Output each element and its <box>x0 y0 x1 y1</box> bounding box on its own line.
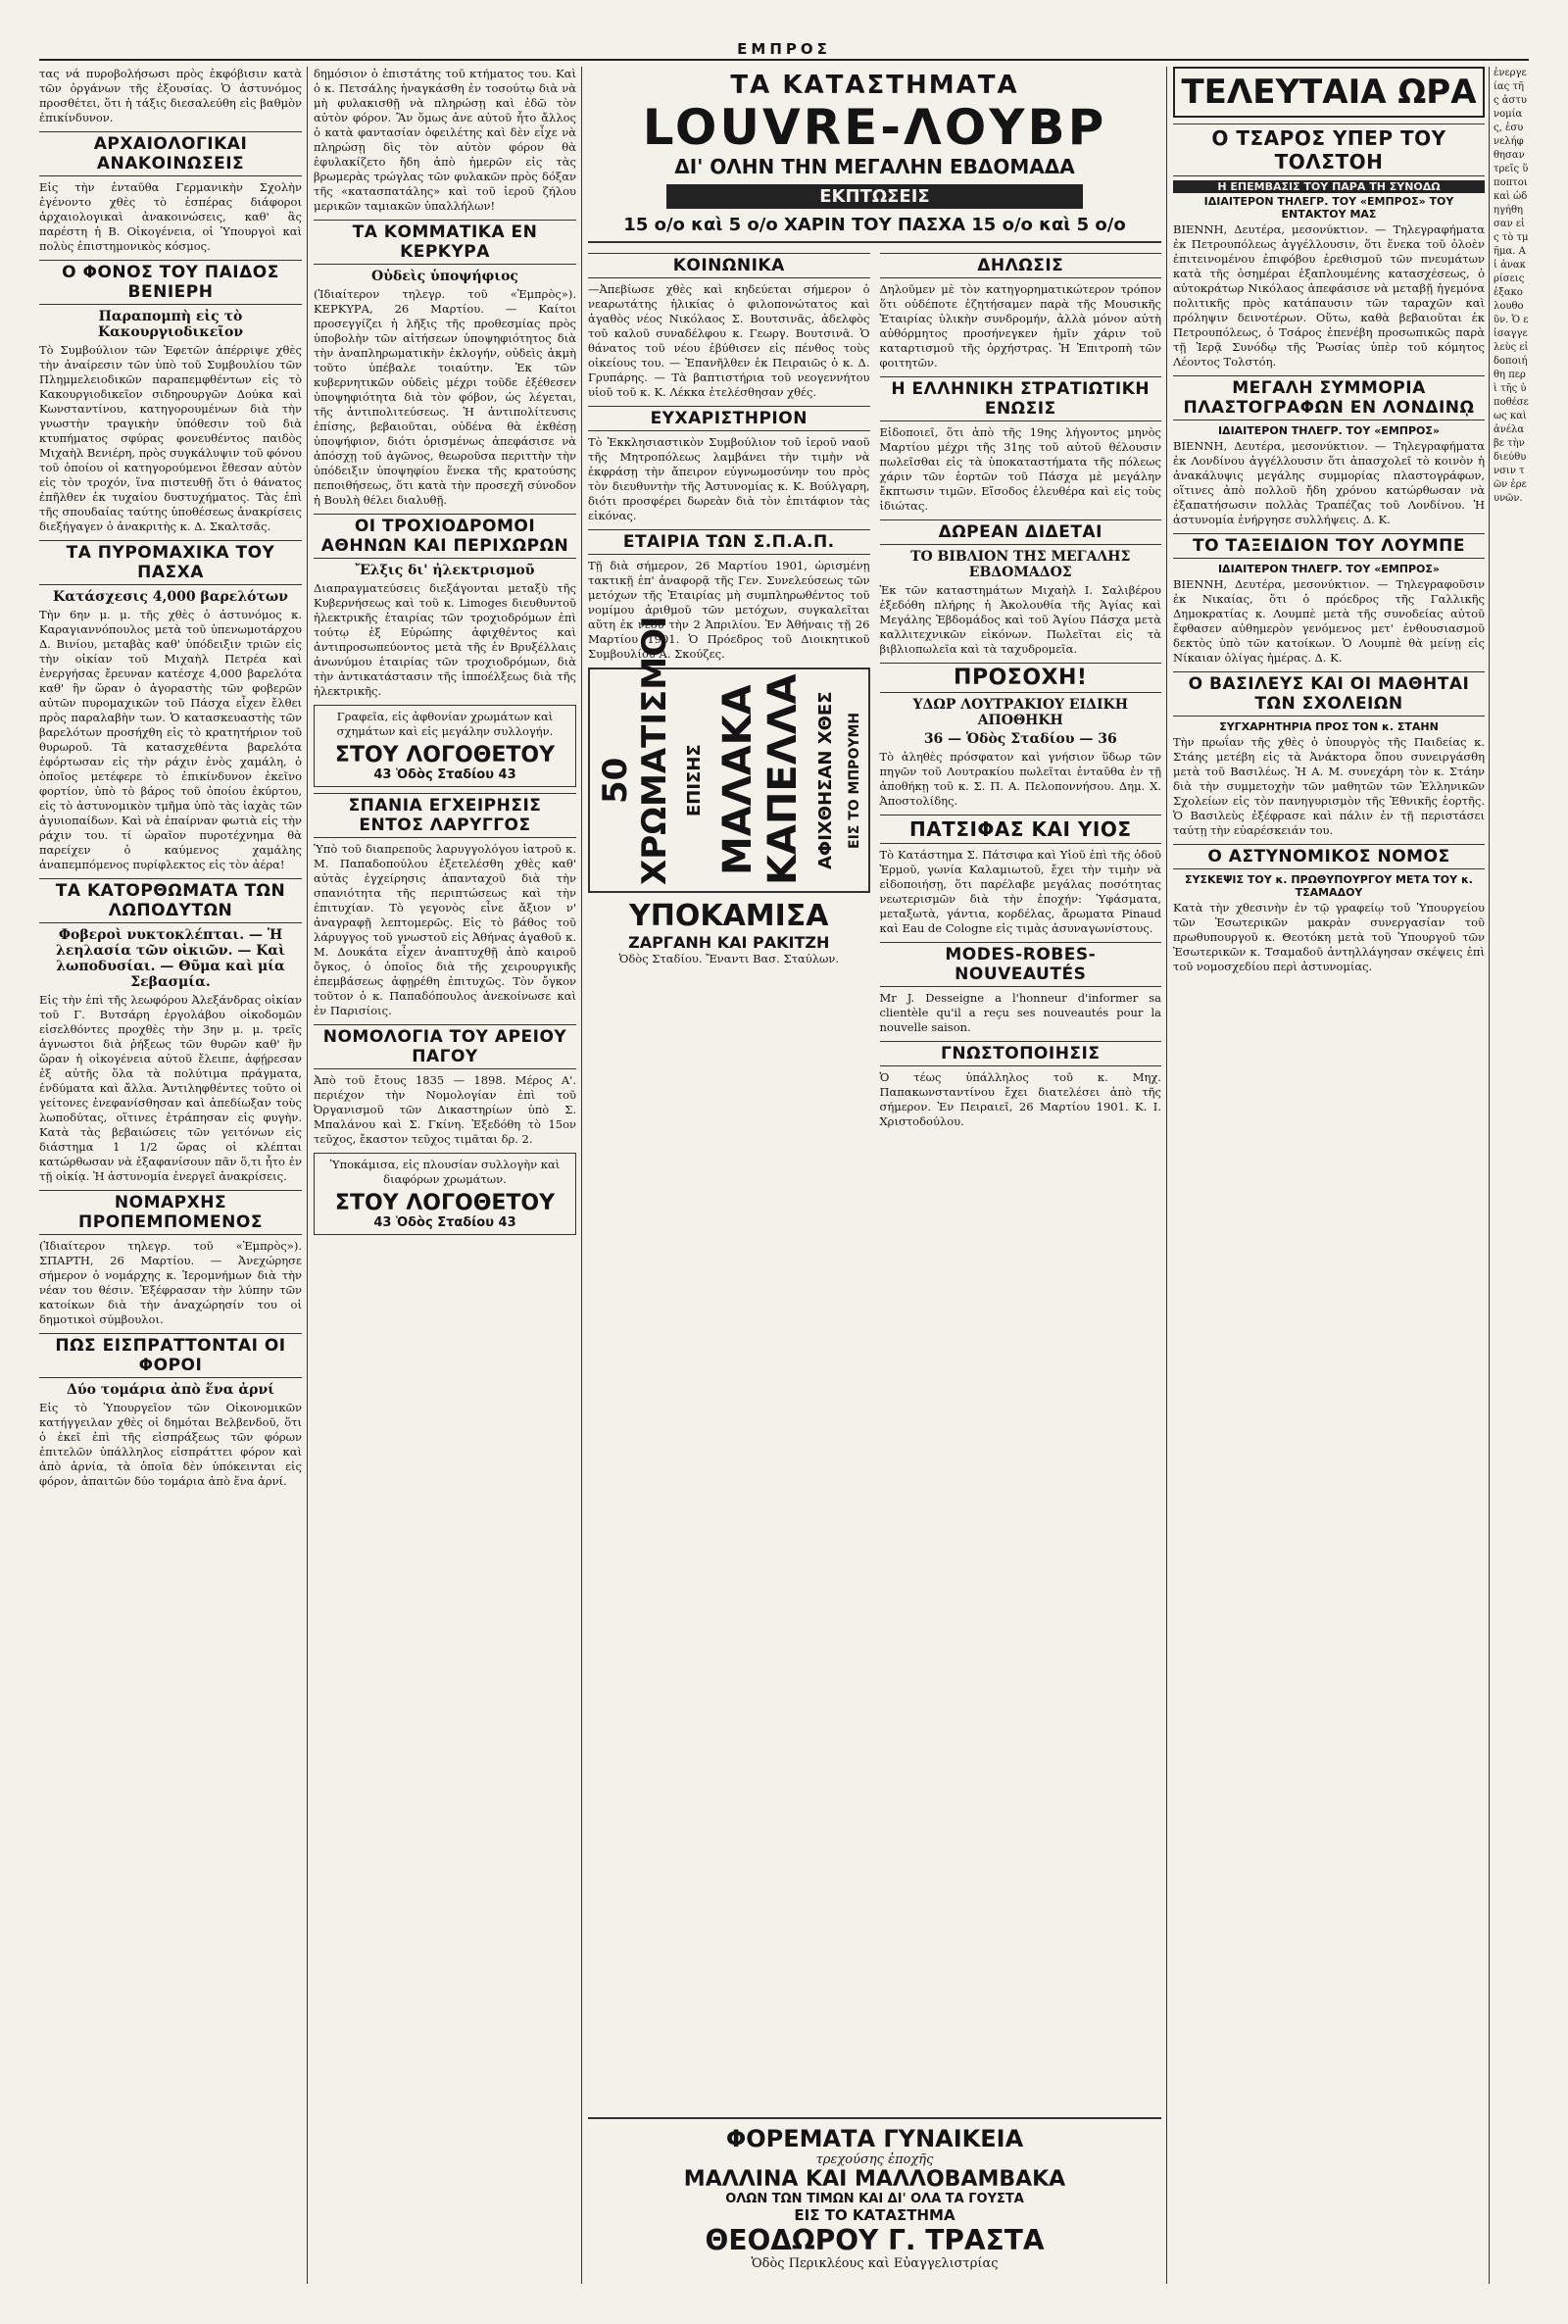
article-text: ΒΙΕΝΝΗ, Δευτέρα, μεσονύκτιον. — Τηλεγραφήματα ἐκ Πετρουπόλεως ἀγγέλλουσιν, ὅτι ἕνεκα τοῦ ὁλοὲν ἐπιτεινομένου ἐπιφόβου ἐρεθισμοῦ τῶν πνευμάτων κατὰ τῆς ὁσημέραι ἐξαπλουμένης κατασχέσεως, ὁ αὐτοκράτωρ Νικόλαος ἀπεφάσισε νὰ μεταβῇ ἡγεμόνα πολιτικῆς πρὸς κατάπαυσιν τῶν ταραχῶν καὶ πρόληψιν δεινοτέρων. Οὕτω, καθὰ βεβαιοῦται ἐκ Πετρουπόλεως, ὁ Τσάρος ἐπενέβη προσωπικῶς παρὰ τῇ Ἱερᾷ Συνόδῳ τῆς Ῥωσίας ὑπὲρ τοῦ κόμητος Λέοντος Τολστόη. <box>1173 223 1485 369</box>
subheadline: ΤΟ ΒΙΒΛΙΟΝ ΤΗΣ ΜΕΓΑΛΗΣ ΕΒΔΟΜΑΔΟΣ <box>910 549 1131 580</box>
article-text: Τὸ Ἐκκλησιαστικὸν Συμβούλιον τοῦ ἱεροῦ ναοῦ τῆς Μητροπόλεως λαμβάνει τὴν τιμὴν νὰ ἐκφράσῃ τὴν ἄπειρον εὐγνωμοσύνην του πρὸς τὸν διευθυντὴν τῆς Ἀστυνομίας κ. Κ. Βούλγαρη, διότι προσφέρει δωρεὰν διὰ τὸν ἐπιτάφιον τὰς εἰκόνας. <box>588 435 870 522</box>
headline-thanks: ΕΥΧΑΡΙΣΤΗΡΙΟΝ <box>588 406 870 431</box>
dresses-ad-title: ΦΟΡΕΜΑΤΑ ΓΥΝΑΙΚΕΙΑ <box>725 2125 1024 2152</box>
dresses-ad-line: ΕΙΣ ΤΟ ΚΑΤΑΣΤΗΜΑ <box>794 2206 956 2224</box>
headline-prefect: ΝΟΜΑΡΧΗΣ ΠΡΟΠΕΜΠΟΜΕΝΟΣ <box>39 1190 302 1235</box>
article-text: Τῇ διὰ σήμερον, 26 Μαρτίου 1901, ὡρισμένῃ τακτικῇ ἐπ' ἀναφορᾷ τῆς Γεν. Συνελεύσεως τῶν μετόχων τῆς Ἐταιρίας μὴ συμπληρωθέντος τοῦ νομίμου ἀριθμοῦ τῶν μετόχων, συγκαλεῖται αὕτη ἐκ νέου τὴν 2 Ἀπριλίου. Ἐν Ἀθήναις τῇ 26 Μαρτίου 1901. Ὁ Πρόεδρος τοῦ Διοικητικοῦ Συμβουλίου Α. Σκούζες. <box>588 559 870 661</box>
article-text: Τὴν πρωΐαν τῆς χθὲς ὁ ὑπουργὸς τῆς Παιδείας κ. Στάης μετέβη εἰς τὰ Ἀνάκτορα ὅπου συνειργάσθη μετὰ τοῦ Βασιλέως. Ἡ Α. Μ. συνεχάρη τὸν κ. Στάην διὰ τὴν συμμετοχὴν τῶν μαθητῶν τῶν Ἑλληνικῶν Σχολείων εἰς τὸν πανηγυρισμὸν τῆς Ἐθνικῆς ἑορτῆς. Ὁ Βασιλεὺς ἐξέφρασε καὶ πάλιν ἐν τῇ περιστάσει ταύτῃ τὴν εὐαρέσκειάν του. <box>1173 735 1485 837</box>
column-divider <box>1489 67 1490 2284</box>
subheadline: Κατάσχεσις 4,000 βαρελότων <box>53 589 288 605</box>
ad-address: 43 Ὁδὸς Σταδίου 43 <box>373 1215 516 1230</box>
article-text: (Ἰδιαίτερον τηλεγρ. τοῦ «Ἐμπρὸς»). ΚΕΡΚΥΡΑ, 26 Μαρτίου. — Καίτοι προσεγγίζει ἡ λῆξις τῆς προθεσμίας πρὸς ὑποβολὴν τῶν αἰτήσεων ὑποψηφιότητος διὰ τὴν ἀναπληρωματικὴν ἐκλογήν, οὐδεὶς ἀκμὴ τοῦτο ὑπέβαλε τοιαύτην. Ἐκ τῶν κυβερνητικῶν οὐδεὶς μέχρι τοῦδε ἐξέθεσεν ὑποψηφιότητα διὰ τὸν φόβον, ὡς λέγεται, τῆς ἀντιπολιτεύσεως. Ἡ ἀντιπολίτευσις ἐπίσης, βεβαιοῦται, οὐδένα θὰ ἐκθέσῃ ὑποψήφιον, διότι ὁρισμένως ἀπεφάσισε νὰ ἀπόσχῃ τοῦ ἀγῶνος, θεωροῦσα περιττὴν τὴν ὑπόδειξιν ὑποψηφίου ἕνεκα τῆς κρατούσης πεποιθήσεως, ὅτι κατὰ τὴν προσεχῆ σύνοδον ἡ Βουλὴ θέλει διαλυθῇ. <box>314 287 576 507</box>
advertisement-logothetis <box>314 705 576 787</box>
ad-text: Ὑποκάμισα, εἰς πλουσίαν συλλογὴν καὶ διαφόρων χρωμάτων. <box>329 1158 561 1186</box>
headline-free-book: ΔΩΡΕΑΝ ΔΙΔΕΤΑΙ <box>880 519 1162 545</box>
last-hour-title: ΤΕΛΕΥΤΑΙΑ ΩΡΑ <box>1173 67 1485 118</box>
subheadline: Ἔλξις δι' ἠλεκτρισμοῦ <box>355 563 535 578</box>
vertical-ad-text: ΑΦΙΧΘΗΣΑΝ ΧΘΕΣ <box>815 691 837 869</box>
column-3-left <box>588 247 870 1133</box>
headline-king: Ο ΒΑΣΙΛΕΥΣ ΚΑΙ ΟΙ ΜΑΘΗΤΑΙ ΤΩΝ ΣΧΟΛΕΙΩΝ <box>1173 671 1485 717</box>
article-text: (Ἰδιαίτερον τηλεγρ. τοῦ «Ἐμπρὸς»). ΣΠΑΡΤΗ, 26 Μαρτίου. — Ἀνεχώρησε σήμερον ὁ νομάρχης κ. Ἱερομνήμων διὰ τὴν νέαν του θέσιν. Ἐξέφρασαν τὴν λύπην τῶν κατοίκων διὰ τὴν ἀναχώρησίν του οἱ δημοτικοὶ σύμβουλοι. <box>39 1239 302 1326</box>
headline-police-law: Ο ΑΣΤΥΝΟΜΙΚΟΣ ΝΟΜΟΣ <box>1173 844 1485 869</box>
subheadline: Παραπομπὴ εἰς τὸ Κακουργιοδικεῖον <box>97 309 244 340</box>
headline-notice: ΓΝΩΣΤΟΠΟΙΗΣΙΣ <box>880 1041 1162 1066</box>
article-text: Διαπραγματεύσεις διεξάγονται μεταξὺ τῆς Κυβερνήσεως καὶ τοῦ κ. Limoges διευθυντοῦ ἠλεκτρικῆς ἑταιρίας τῶν τροχιοδρόμων ἐπὶ τούτῳ ἐξ Εὐρώπης ἀφιχθέντος καὶ ἀντιπροσωπεύοντος μετὰ τῆς ἐν Βρυξέλλαις ἀνωνύμου ἑταιρίας τῶν τροχιοδρόμων, διὰ τὴν ἀντικατάστασιν τῆς ἱπποέλξεως διὰ τῆς ἠλεκτρικῆς. <box>314 581 576 698</box>
article-text: Ὑπὸ τοῦ διαπρεποῦς λαρυγγολόγου ἰατροῦ κ. Μ. Παπαδοπούλου ἐξετελέσθη χθὲς καθ' αὐτὰς ἐγχείρησις ἀπανταχοῦ διὰ τὴν σπανιότητα τῆς περιπτώσεως καὶ τὴν ἐπιτυχίαν. Τὸ γεγονὸς εἶνε ἄξιον ν' ἀναγραφῇ λεπτομερῶς. Εἰς τὸ βάθος τοῦ λάρυγγος τοῦ γνωστοῦ εἰς Ἀθήνας ἀγαθοῦ κ. Μ. Δουκάτα εἶχεν ἀναπτυχθῇ ἀπὸ καιροῦ ὄγκος, ὁ ὁποῖος διὰ τῆς χειρουργικῆς ἐπεμβάσεως ἀφῃρέθη ἐπιτυχῶς. Τὸν ὄγκον τοῦτον ὁ κ. Παπαδόπουλος ἀνεκοίνωσε καὶ ἐν Παρισίοις. <box>314 842 576 1017</box>
headline-tsar: Ο ΤΣΑΡΟΣ ΥΠΕΡ ΤΟΥ ΤΟΛΣΤΟΗ <box>1173 124 1485 176</box>
column-4 <box>1173 67 1485 2284</box>
vertical-hat-advertisement <box>588 616 870 893</box>
headline-military-union: Η ΕΛΛΗΝΙΚΗ ΣΤΡΑΤΙΩΤΙΚΗ ΕΝΩΣΙΣ <box>880 376 1162 421</box>
vertical-ad-text: 50 ΧΡΩΜΑΤΙΣΜΟΙ <box>596 616 674 885</box>
louvre-discount-text: 15 ο/ο καὶ 5 ο/ο ΧΑΡΙΝ ΤΟΥ ΠΑΣΧΑ 15 ο/ο καὶ 5 ο/ο <box>623 215 1126 235</box>
subheadline: Η ΕΠΕΜΒΑΣΙΣ ΤΟΥ ΠΑΡΑ ΤΗ ΣΥΝΟΔΩ <box>1173 180 1485 193</box>
dresses-ad-store: ΘΕΟΔΩΡΟΥ Γ. ΤΡΑΣΤΑ <box>705 2224 1045 2256</box>
article-text: Κατὰ τὴν χθεσινὴν ἐν τῷ γραφείῳ τοῦ Ὑπουργείου τῶν Ἐσωτερικῶν μακρὰν συνεργασίαν τοῦ πρωθυπουργοῦ κ. Θεοτόκη μετὰ τοῦ Ὑπουργοῦ τῶν Ἐσωτερικῶν κ. Τσαμαδοῦ ἀντηλλάγησαν σκέψεις ἐπὶ τοῦ νομοσχεδίου περὶ ἀστυνομίας. <box>1173 901 1485 973</box>
headline-loubet: ΤΟ ΤΑΞΕΙΔΙΟΝ ΤΟΥ ΛΟΥΜΠΕ <box>1173 533 1485 559</box>
article-text: Mr J. Desseigne a l'honneur d'informer sa clientèle qu'il a reçu ses nouveautés pour la nouvelle saison. <box>879 991 1161 1034</box>
article-text: Ἐκ τῶν καταστημάτων Μιχαὴλ Ι. Σαλιβέρου ἐξεδόθη πλήρης ἡ Ἀκολουθία τῆς Ἁγίας καὶ Μεγάλης Ἑβδομάδος καὶ τοῦ Ἁγίου Πάσχα μετὰ καλλιτεχνικῶν εἰκόνων. Πωλεῖται εἰς τὰ βιβλιοπωλεῖα καὶ τὰ ταχυδρομεῖα. <box>879 583 1161 656</box>
headline-company: ΕΤΑΙΡΙΑ ΤΩΝ Σ.Π.Α.Π. <box>588 529 870 555</box>
headline-trams: ΟΙ ΤΡΟΧΙΟΔΡΟΜΟΙ ΑΘΗΝΩΝ ΚΑΙ ΠΕΡΙΧΩΡΩΝ <box>314 514 576 559</box>
shirts-ad-subtitle: ΖΑΡΓΑΝΗ ΚΑΙ ΡΑΚΙΤΖΗ <box>628 933 830 952</box>
column-3-right <box>880 247 1162 1133</box>
headline-society: ΚΟΙΝΩΝΙΚΑ <box>588 253 870 278</box>
masthead-title: ΕΜΠΡΟΣ <box>737 40 831 58</box>
headline-murder: Ο ΦΟΝΟΣ ΤΟΥ ΠΑΙΔΟΣ ΒΕΝΙΕΡΗ <box>39 260 302 305</box>
newspaper-page <box>39 39 1529 2284</box>
dispatch-label: ΙΔΙΑΙΤΕΡΟΝ ΤΗΛΕΓΡ. ΤΟΥ «ΕΜΠΡΟΣ» <box>1217 563 1441 575</box>
shirts-ad-title: ΥΠΟΚΑΜΙΣΑ <box>628 899 829 933</box>
subheadline: ΣΥΣΚΕΨΙΣ ΤΟΥ κ. ΠΡΩΘΥΠΟΥΡΓΟΥ ΜΕΤΑ ΤΟΥ κ. ΤΣΑΜΑΔΟΥ <box>1185 873 1473 899</box>
article-text: δημόσιον ὁ ἐπιστάτης τοῦ κτήματος του. Καὶ ὁ κ. Πετσάλης ἠναγκάσθη ἐν τοσούτῳ διὰ νὰ μὴ φυλακισθῇ νὰ πληρώσῃ καὶ ἐδῶ τὸν αὐτὸν φόρον. Ἂν ὅμως ἀνε αὐτοῦ ἦτο ἄλλος ὁ κατὰ φαντασίαν ὀφειλέτης καὶ δὲν εἶχε νὰ πληρώσῃ δὶς τὸν αὐτὸν φόρον θὰ ἐφυλακίζετο ἤδη ἀπὸ ἡμερῶν εἰς τὰς βρωμερὰς τρώγλας τῶν φυλακῶν πρὸς δόξαν τῆς «κατασπατάλης» καὶ τοῦ ἱεροῦ ζήλου μερικῶν ταμιακῶν ὑπαλλήλων! <box>314 67 576 213</box>
subheadline: Οὐδεὶς ὑποψήφιος <box>371 269 518 284</box>
vertical-ad-text: ΜΑΛΑΚΑ ΚΑΠΕΛΛΑ <box>714 673 806 885</box>
dresses-ad-address: Ὁδὸς Περικλέους καὶ Εὐαγγελιστρίας <box>751 2256 999 2271</box>
subheadline: ΥΔΩΡ ΛΟΥΤΡΑΚΙΟΥ ΕΙΔΙΚΗ ΑΠΟΘΗΚΗ <box>912 697 1128 728</box>
louvre-advertisement <box>588 71 1161 243</box>
column-2 <box>314 67 576 2284</box>
dresses-ad-line: ΜΑΛΛΙΝΑ ΚΑΙ ΜΑΛΛΟΒΑΜΒΑΚΑ <box>683 2167 1066 2192</box>
dispatch-label: ΙΔΙΑΙΤΕΡΟΝ ΤΗΛΕΓΡ. ΤΟΥ «ΕΜΠΡΟΣ» ΤΟΥ ΕΝΤΑΚΤΟΥ ΜΑΣ <box>1203 195 1454 221</box>
ad-title: ΣΤΟΥ ΛΟΓΟΘΕΤΟΥ <box>334 743 556 767</box>
subheadline: Φοβεροὶ νυκτοκλέπται. — Ἡ λεηλασία τῶν οἰκιῶν. — Καὶ λωποδυσίαι. — Θῦμα καὶ μία Σεβασμία. <box>56 927 285 990</box>
column-3 <box>588 67 1161 2284</box>
dresses-ad-line: ΟΛΩΝ ΤΩΝ ΤΙΜΩΝ ΚΑΙ ΔΙ' ΟΛΑ ΤΑ ΓΟΥΣΤΑ <box>725 2192 1024 2206</box>
headline-archaeology: ΑΡΧΑΙΟΛΟΓΙΚΑΙ ΑΝΑΚΟΙΝΩΣΕΙΣ <box>39 131 302 176</box>
louvre-discount-banner: ΕΚΠΤΩΣΕΙΣ <box>666 184 1083 209</box>
article-text: τας νά πυροβολήσωσι πρὸς ἐκφόβισιν κατὰ τῶν ὀργάνων τῆς ἐξουσίας. Ὁ ἀστυνόμος προσθέτει, ὅτι ἡ τάξις διεσαλεύθη εἰς βαθμὸν ἐπικίνδυνον. <box>39 67 302 124</box>
subheadline: 36 — Ὁδὸς Σταδίου — 36 <box>923 731 1117 747</box>
advertisement-logothetis <box>314 1153 576 1235</box>
vertical-ad-text: ΕΙΣ ΤΟ ΜΠΡΟΥΜΗ <box>846 712 862 849</box>
article-text: Τὸ ἀληθὲς πρόσφατον καὶ γνήσιον ὕδωρ τῶν πηγῶν τοῦ Λουτρακίου πωλεῖται ἐνταῦθα ἐν τῇ ἀποθήκῃ τοῦ κ. Σ. Π. Α. Πελοποννήσου. Δημ. Χ. Ἀποστολίδης. <box>879 750 1161 808</box>
article-text: Τὴν 6ην μ. μ. τῆς χθὲς ὁ ἀστυνόμος κ. Καραγιαννόπουλος μετὰ τοῦ ὑπενωμοτάρχου Δ. Βινίου, μεταβὰς καθ' ὑπόδειξιν τριῶν εἰς τὴν οἰκίαν τοῦ Μιχαὴλ Πετρέα καὶ ἐνεργήσας ἔρευναν κατέσχε 4,000 βαρελότα καθ' ἣν ὥραν ὁ ἀγοραστὴς τῶν φοβερῶν αὐτῶν πυρομαχικῶν τοῦ Πάσχα εἶχεν ἔλθει πρὸς παραλαβὴν των. Ὁ κατασκευαστὴς τῶν βαρελότων προσήχθη εἰς τὸ κρατητήριον τοῦ θυρωροῦ. Τὰ κατασχεθέντα βαρελότα ἐφόρτωσαν εἰς τὴν ράχιν ἑνὸς χαμάλη, ὁ ὁποῖος μετέφερε τὸ ἐπικίνδυνον ἐκεῖνο φορτίον, ὑπὸ τὸ βάρος τοῦ ὁποίου ἐκύρτου, εἰς τὸ ἀστυνομικὸν τμῆμα ὑπὸ τὰς ἰαχὰς τῶν ἀγυιοπαίδων. Καὶ νὰ ἐπαίρναν φωτιὰ εἰς τὴν ράχιν του. τί ὡραῖον πυροτέχνημα θὰ παρείχεν ὁ καύμενος χαμάλης ἀναπεμπόμενος πυρίφλεκτος εἰς τὸν ἀέρα! <box>39 608 302 871</box>
vertical-ad-text: ΕΠΙΣΗΣ <box>684 744 706 816</box>
article-text: ΒΙΕΝΝΗ, Δευτέρα, μεσονύκτιον. — Τηλεγραφοῦσιν ἐκ Νικαίας, ὅτι ὁ πρόεδρος τῆς Γαλλικῆς Δημοκρατίας κ. Λουμπὲ μετὰ τῆς συνοδείας αὐτοῦ ἔφθασεν αὐθημερὸν γενόμενος μετ' ἐνθουσιασμοῦ δεκτὸς ὑπὸ τῶν κατοίκων. Ὁ Λουμπὲ θὰ μείνῃ εἰς Νίκαιαν ὀλίγας ἡμέρας. Δ. Κ. <box>1173 577 1485 665</box>
article-text: Ἀπὸ τοῦ ἔτους 1835 — 1898. Μέρος Α'. περιέχον τὴν Νομολογίαν ἐπὶ τοῦ Ὀργανισμοῦ τῶν Δικαστηρίων ὑπὸ Σ. Μπαλάνου καὶ Σ. Γκίνη. Ἐξεδόθη τὸ 15ον τεῦχος, ἔκαστον τεῦχος τιμᾶται δρ. 2. <box>314 1073 576 1146</box>
headline-patsifas: ΠΑΤΣΙΦΑΣ ΚΑΙ ΥΙΟΣ <box>880 815 1162 844</box>
headline-fireworks: ΤΑ ΠΥΡΟΜΑΧΙΚΑ ΤΟΥ ΠΑΣΧΑ <box>39 540 302 585</box>
column-5-fragment <box>1494 67 1529 2284</box>
article-text: Τὸ Συμβούλιον τῶν Ἐφετῶν ἀπέρριψε χθὲς τὴν ἀναίρεσιν τῶν ὑπὸ τοῦ Συμβουλίου τῶν Πλημμελειοδικῶν παραπεμφθέντων εἰς τὸ Κακουργιοδικεῖον σιδηρουργῶν Δούκα καὶ Κωνσταντίνου, κατηγορουμένων διὰ τὴν γνωστὴν τραγικὴν ὑπόθεσιν τοῦ διὰ κτυπήματος σφύρας φονευθέντος παιδὸς Μιχαὴλ Βενιέρη, πρὸς συγκάλυψιν τοῦ φόνου τοῦ ὁποίου οἱ κατηγορούμενοι ἔθεσαν αὐτὸν εἰς τὸν τροχόν, ἵνα πιστευθῇ ὅτι ὁ θάνατος ἐπῆλθεν ἐκ τυχαίου δυστυχήματος. Τὰς ἐπὶ τῆς σπουδαίας ταύτης ὑποθέσεως ἀνακρίσεις διεξήγαγεν ὁ ἀνακριτὴς κ. Δ. Σκαλτσᾶς. <box>39 343 302 533</box>
headline-declaration: ΔΗΛΩΣΙΣ <box>880 253 1162 278</box>
column-1 <box>39 67 302 2284</box>
article-text: Εἰς τὸ Ὑπουργεῖον τῶν Οἰκονομικῶν κατήγγειλαν χθὲς οἱ δημόται Βελβενδοῦ, ὅτι ὁ ἐκεῖ ἐπὶ τῆς εἰσπράξεως τῶν φόρων ἐπιτελῶν ὑπάλληλος εἰσπράττει φόρον καὶ ἀπὸ ἀρνία, τὰ ὁποῖα δὲν ὑπόκεινται εἰς φόρον, ἀπαιτῶν δύο τομάρια ἀπὸ ἕνα ἀρνί. <box>39 1401 302 1488</box>
headline-modes: MODES-ROBES-NOUVEAUTÉS <box>880 942 1162 987</box>
article-text: ΒΙΕΝΝΗ, Δευτέρα, μεσονύκτιον. — Τηλεγραφήματα ἐκ Λονδίνου ἀγγέλλουσιν ὅτι ἀπασχολεῖ τὸ κοινὸν ἡ ἀνακάλυψις μεγάλης συμμορίας πλαστογράφων, οἵτινες ἀπὸ πολλοῦ ἤδη χρόνου κατώρθωσαν νὰ ἐξαπατήσωσιν πολλὰς Τραπέζας τοῦ Λονδίνου. Ἡ ἀστυνομία ἐνήργησε συλλήψεις. Δ. Κ. <box>1173 439 1485 526</box>
subheadline: Δύο τομάρια ἀπὸ ἕνα ἀρνί <box>67 1382 274 1398</box>
headline-court: ΝΟΜΟΛΟΓΙΑ ΤΟΥ ΑΡΕΙΟΥ ΠΑΓΟΥ <box>314 1024 576 1069</box>
ad-title: ΣΤΟΥ ΛΟΓΟΘΕΤΟΥ <box>334 1191 556 1215</box>
headline-thieves: ΤΑ ΚΑΤΟΡΘΩΜΑΤΑ ΤΩΝ ΛΩΠΟΔΥΤΩΝ <box>39 878 302 923</box>
headline-surgery: ΣΠΑΝΙΑ ΕΓΧΕΙΡΗΣΙΣ ΕΝΤΟΣ ΛΑΡΥΓΓΟΣ <box>314 793 576 838</box>
article-text: Εἰς τὴν ἐνταῦθα Γερμανικὴν Σχολὴν ἐγένοντο χθὲς τὸ ἑσπέρας διάφοροι ἀρχαιολογικαὶ ἀνακοινώσεις, καθ' ἃς παρέστη ἡ Β. Οἰκογένεια, οἱ Ὑπουργοὶ καὶ πολὺς ἐπιστημονικὸς κόσμος. <box>39 180 302 253</box>
article-text: Εἰδοποιεῖ, ὅτι ἀπὸ τῆς 19ης λήγοντος μηνὸς Μαρτίου μέχρι τῆς 31ης τοῦ αὐτοῦ θέλουσιν πωλεῖσθαι εἰς τὰ ὑποκαταστήματα τῆς πόλεως χάριν τῶν ἑορτῶν τοῦ Πάσχα μὲ μεγάλην ἔκπτωσιν τιμῶν. Εἴσοδος ἐλευθέρα καὶ εἰς τοὺς ἰδιώτας. <box>879 425 1161 513</box>
column-divider <box>581 67 582 2284</box>
louvre-subtitle: ΔΙ' ΟΛΗΝ ΤΗΝ ΜΕΓΑΛΗΝ ΕΒΔΟΜΑΔΑ <box>674 155 1075 178</box>
dispatch-label: ΙΔΙΑΙΤΕΡΟΝ ΤΗΛΕΓΡ. ΤΟΥ «ΕΜΠΡΟΣ» <box>1217 424 1441 437</box>
headline-forgers: ΜΕΓΑΛΗ ΣΥΜΜΟΡΙΑ ΠΛΑΣΤΟΓΡΑΦΩΝ ΕΝ ΛΟΝΔΙΝῼ <box>1173 375 1485 420</box>
article-text: Ὁ τέως ὑπάλληλος τοῦ κ. Μηχ. Παπακωνσταντίνου ἔχει διατελέσει ἀπὸ τῆς σήμερον. Ἐν Πειραιεῖ, 26 Μαρτίου 1901. Κ. Ι. Χριστοδούλου. <box>879 1070 1161 1128</box>
article-text: Εἰς τὴν ἐπὶ τῆς λεωφόρου Ἀλεξάνδρας οἰκίαν τοῦ Γ. Βυτσάρη ἐργολάβου οἰκοδομῶν εἰσελθόντες προχθὲς τὴν 3ην μ. μ. τρεῖς ἀγνωστοι διὰ ῥήξεως τῶν θυρῶν καθ' ἣν ὥραν ἡ οἰκογένεια αὐτοῦ ἔλειπε, ἀφῄρεσαν ἐξ αὐτῆς ὅλα τὰ πολύτιμα πράγματα, ἐνδύματα καὶ ἄλλα. Ἀντιληφθέντες τοῦτο οἱ γείτονες ἐνεφανίσθησαν καὶ ἀπεδίωξαν τοὺς λωποδύτας, οἵτινες ἐτράπησαν εἰς φυγὴν. Κατὰ τὰς βεβαιώσεις τῶν γειτόνων εἰς διάστημα 1 1/2 ὥρας οἱ κλέπται κατώρθωσαν νὰ ἐξαφανίσουν πᾶν ὅ,τι ἦτο ἐν τῇ οἰκίᾳ. Ἡ ἀστυνομία ἐνεργεῖ ἀνακρίσεις. <box>39 993 302 1183</box>
headline-attention: ΠΡΟΣΟΧΗ! <box>880 663 1162 693</box>
ad-address: 43 Ὁδὸς Σταδίου 43 <box>373 767 516 782</box>
headline-taxes: ΠΩΣ ΕΙΣΠΡΑΤΤΟΝΤΑΙ ΟΙ ΦΟΡΟΙ <box>39 1333 302 1378</box>
louvre-title: ΤΑ ΚΑΤΑΣΤΗΜΑΤΑ <box>730 71 1019 100</box>
shirts-ad-address: Ὁδὸς Σταδίου. Ἔναντι Βασ. Σταύλων. <box>618 952 840 965</box>
masthead <box>39 39 1529 61</box>
article-text: —Ἀπεβίωσε χθὲς καὶ κηδεύεται σήμερον ὁ νεαρωτάτης ἡλικίας ὁ φιλοπονώτατος καὶ ἀγαθὸς νέος Νικόλαος Σ. Βουτσινᾶς, ἀδελφὸς τοῦ καλοῦ συναδέλφου κ. Γεωργ. Βουτσινᾶ. Ὁ θάνατος τοῦ νέου ἐβύθισεν εἰς πένθος τοὺς οἰκείους του. — Ἐπανῆλθεν ἐκ Πειραιῶς ὁ κ. Δ. Γρυπάρης. — Τὰ βαπτιστήρια τοῦ νεογεννήτου υἱοῦ τοῦ κ. Κ. Λέκκα ἐτελέσθησαν χθές. <box>588 282 870 399</box>
article-fragment: ἐνεργείας τῆς ἀστυνομίας, ἐσυνελήφθησαν τρεῖς ὕποπτοι καὶ ὡδηγήθησαν εἰς τὸ τμῆμα. Αἱ ἀνακρίσεις ἐξακολουθοῦν. Ὁ εἰσαγγελεὺς εἰδοποιήθη περὶ τῆς ὑποθέσεως καὶ ἀνέλαβε τὴν διεύθυνσιν τῶν ἐρευνῶν. <box>1494 68 1529 504</box>
article-text: Δηλοῦμεν μὲ τὸν κατηγορηματικώτερον τρόπον ὅτι οὐδέποτε ἐζητήσαμεν παρὰ τῆς Μουσικῆς Ἑταιρίας ὑλικὴν συνδρομήν, ἀλλὰ μόνον αὐτὴ αὐθόρμητος προσήνεγκεν ἡμῖν χάριν τοῦ καταρτισμοῦ τῆς ὀρχήστρας. Ἡ Ἐπιτροπὴ τῶν φοιτητῶν. <box>879 282 1161 370</box>
ad-text: Γραφεῖα, εἰς ἀφθονίαν χρωμάτων καὶ σχημάτων καὶ εἰς μεγάλην συλλογήν. <box>336 710 554 738</box>
column-divider <box>1166 67 1167 2284</box>
subheadline: ΣΥΓΧΑΡΗΤΗΡΙΑ ΠΡΟΣ ΤΟΝ κ. ΣΤΑΗΝ <box>1219 720 1439 733</box>
dresses-ad-line: τρεχούσης ἐποχῆς <box>815 2152 934 2167</box>
headline-corfu: ΤΑ ΚΟΜΜΑΤΙΚΑ ΕΝ ΚΕΡΚΥΡΑ <box>314 220 576 265</box>
column-divider <box>307 67 308 2284</box>
article-text: Τὸ Κατάστημα Σ. Πάτσιφα καὶ Υἱοῦ ἐπὶ τῆς ὁδοῦ Ἑρμοῦ, γωνία Καλαμιωτοῦ, ἔχει τὴν τιμὴν νὰ εἰδοποιήσῃ, ὅτι παρέλαβε μεγάλας ποσότητας νεωτερισμῶν διὰ τὴν ἐποχήν: Ὑφάσματα, μεταξωτὰ, γάντια, κορδέλας, ἄρωματα Pinaud καὶ Eau de Cologne εἰς τιμὰς ἀσυναγωνίστους. <box>879 848 1161 935</box>
dresses-advertisement <box>588 2117 1161 2284</box>
louvre-name: LOUVRE-ΛΟΥΒΡ <box>642 99 1107 156</box>
